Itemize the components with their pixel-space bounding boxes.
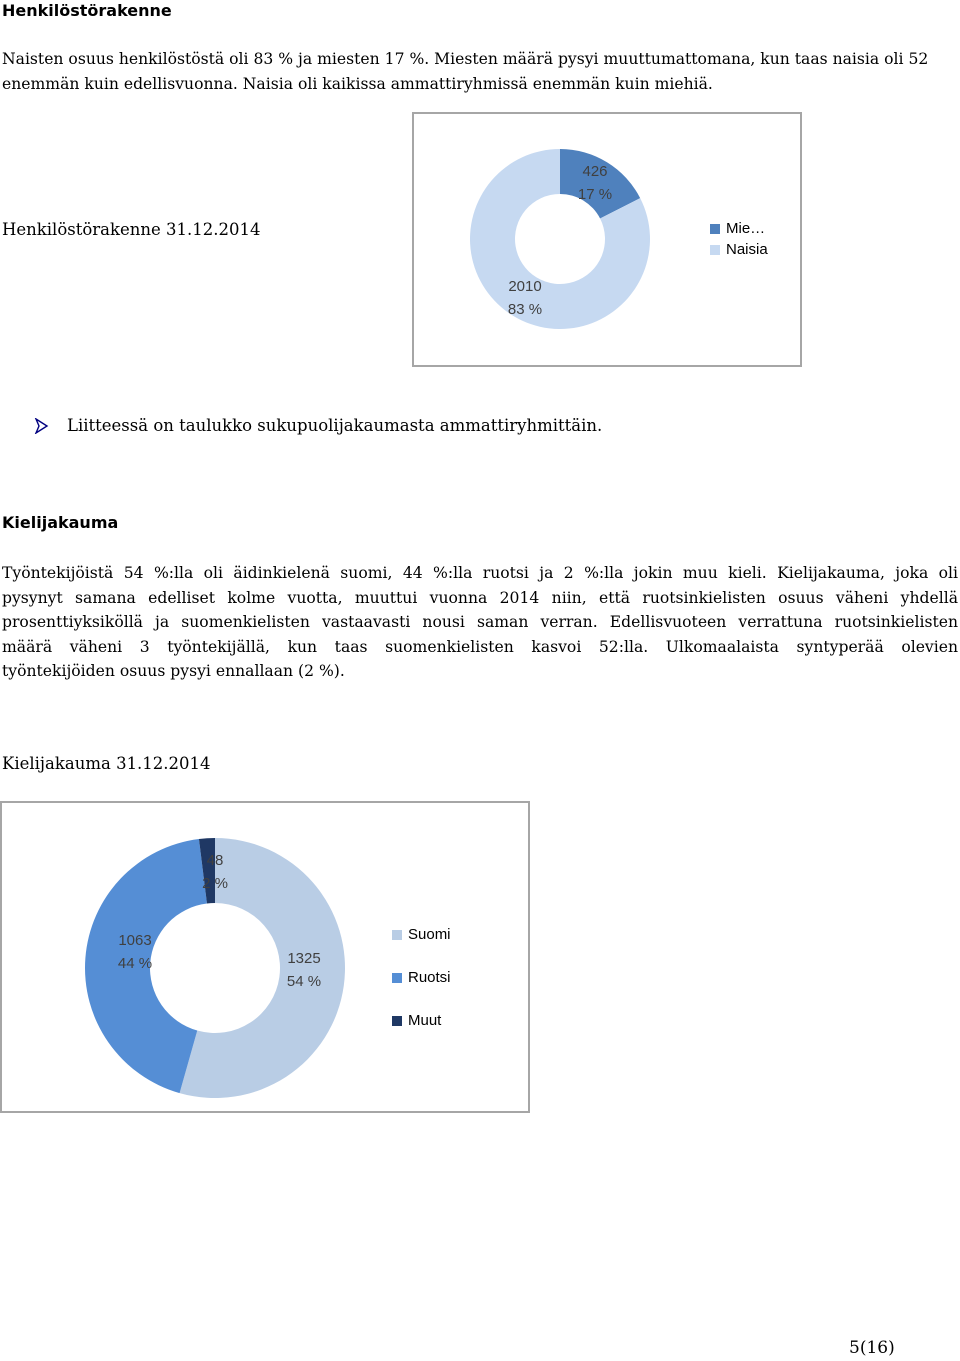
legend-swatch-ruotsi xyxy=(392,973,402,983)
legend-item-men xyxy=(710,220,765,237)
paragraph-line: pysynyt samana edelliset kolme vuotta, muuttui vuonna 2014 niin, että ruotsinkielisten osuus väheni yhdellä xyxy=(2,588,958,607)
paragraph-line: prosenttiyksiköllä ja suomenkielisten vastaavasti nousi saman verran. Edellisvuoteen verrattuna ruotsinkielisten xyxy=(2,613,958,631)
data-label-value-women: 2010 xyxy=(508,278,542,295)
data-label-percent-ruotsi: 44 % xyxy=(117,955,153,972)
data-label-value-muut: 48 xyxy=(206,852,224,869)
legend-swatch-suomi xyxy=(392,930,402,940)
data-label-percent-men: 17 % xyxy=(577,186,613,203)
data-label-percent-suomi: 54 % xyxy=(286,973,322,990)
paragraph-kielijakauma xyxy=(2,561,958,684)
paragraph-line: enemmän kuin edellisvuonna. Naisia oli kaikissa ammattiryhmissä enemmän kuin miehiä. xyxy=(2,74,713,93)
legend-label-men: Mie… xyxy=(726,220,766,237)
bullet-text: Liitteessä on taulukko sukupuolijakaumasta ammattiryhmittäin. xyxy=(67,416,603,435)
gender-donut-chart xyxy=(412,112,802,367)
data-label-value-men: 426 xyxy=(582,163,608,180)
paragraph-line: Työntekijöistä 54 %:lla oli äidinkielenä suomi, 44 %:lla ruotsi ja 2 %:lla jokin muu kieli. Kielijakauma, joka oli xyxy=(2,564,958,582)
legend-swatch-women xyxy=(710,245,720,255)
legend-item-ruotsi xyxy=(392,969,451,986)
section-heading-henkilostorakenne: Henkilöstörakenne xyxy=(2,1,172,20)
paragraph-henkilostorakenne xyxy=(2,47,958,96)
chart-caption-kielijakauma: Kielijakauma 31.12.2014 xyxy=(2,754,211,773)
data-label-value-ruotsi: 1063 xyxy=(118,932,152,949)
language-donut-svg xyxy=(2,803,528,1111)
gender-donut-svg xyxy=(414,114,800,365)
legend-item-women xyxy=(710,241,768,258)
paragraph-line: määrä väheni 3 työntekijällä, kun taas suomenkielisten kasvoi 52:lla. Ulkomaalaista syntyperää olevien xyxy=(2,637,958,656)
legend-swatch-muut xyxy=(392,1016,402,1026)
section-heading-kielijakauma: Kielijakauma xyxy=(2,513,119,532)
legend-label-women: Naisia xyxy=(726,241,768,258)
paragraph-line: Naisten osuus henkilöstöstä oli 83 % ja miesten 17 %. Miesten määrä pysyi muuttumattomana, kun taas naisia oli 52 xyxy=(2,50,929,68)
chart-caption-henkilostorakenne: Henkilöstörakenne 31.12.2014 xyxy=(2,220,261,239)
data-label-percent-women: 83 % xyxy=(507,301,543,318)
data-label-value-suomi: 1325 xyxy=(287,950,321,967)
data-label-percent-muut: 2 % xyxy=(202,875,228,892)
legend-item-muut xyxy=(392,1012,441,1029)
legend-label-ruotsi: Ruotsi xyxy=(408,969,451,986)
legend-swatch-men xyxy=(710,224,720,234)
arrow-bullet-icon xyxy=(33,418,49,434)
paragraph-line: työntekijöiden osuus pysyi ennallaan (2 %). xyxy=(2,662,345,680)
legend-item-suomi xyxy=(392,926,451,943)
legend-label-suomi: Suomi xyxy=(408,926,451,943)
legend-label-muut: Muut xyxy=(408,1012,442,1029)
page-number: 5(16) xyxy=(849,1338,895,1358)
language-donut-chart xyxy=(0,801,530,1113)
